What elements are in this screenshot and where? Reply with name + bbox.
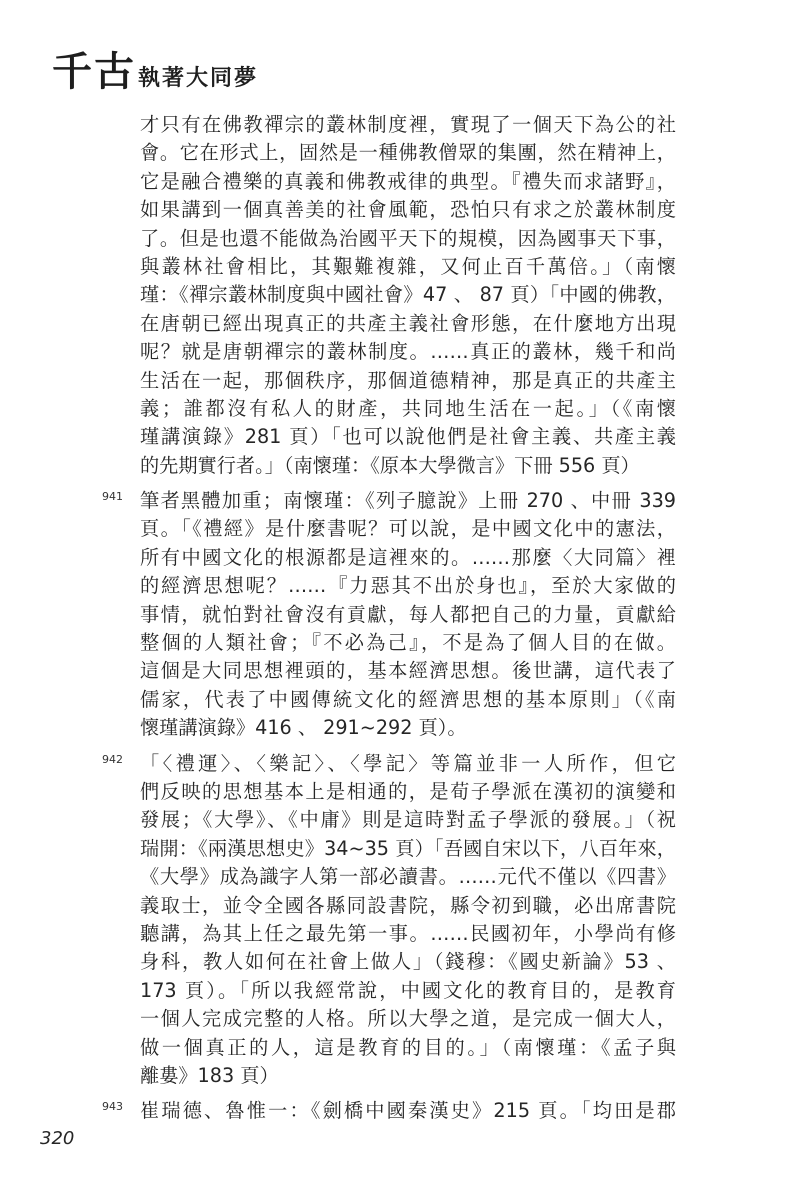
page-number: 320 [40,1128,75,1149]
footnote-942 [102,750,676,1091]
running-head-title: 千古 [52,48,136,95]
footnote-number: 941 [102,490,123,504]
text-line: 一個人完成完整的人格。所以大學之道，是完成一個大人， [140,1007,676,1031]
text-line: 聽講，為其上任之最先第一事。……民國初年，小學尚有修 [140,921,676,945]
footnote-continuation [140,111,676,480]
text-line: 做一個真正的人，這是教育的目的。」（南懷瑾：《孟子與 [140,1035,676,1059]
text-line: 它是融合禮樂的真義和佛教戒律的典型。『禮失而求諸野』， [140,169,676,193]
text-line: 發展；《大學》、《中庸》則是這時對孟子學派的發展。」（祝 [140,808,676,832]
text-line: 瑾：《禪宗叢林制度與中國社會》47 、 87 頁）「中國的佛教， [140,283,676,307]
text-line: 筆者黑體加重；南懷瑾：《列子臆說》上冊 270 、中冊 339 [140,489,676,513]
text-line: 才只有在佛教禪宗的叢林制度裡，實現了一個天下為公的社 [140,113,676,136]
text-line: 義取士，並令全國各縣同設書院，縣令初到職，必出席書院 [140,893,676,917]
footnote-text-block [102,111,676,1126]
running-head-subtitle: 執著大同夢 [138,65,259,91]
text-line: 了。但是也還不能做為治國平天下的規模，因為國事天下事， [140,226,676,250]
text-line: 事情，就怕對社會沒有貢獻，每人都把自己的力量，貢獻給 [140,602,676,626]
text-line: 如果講到一個真善美的社會風範，恐怕只有求之於叢林制度 [140,198,676,222]
text-line: 的經濟思想呢？……『力惡其不出於身也』，至於大家做的 [140,574,676,598]
text-line: 173 頁）。「所以我經常說，中國文化的教育目的，是教育 [140,978,676,1002]
text-line: 生活在一起，那個秩序，那個道德精神，那是真正的共產主 [140,368,676,392]
text-line: 頁。「《禮經》是什麼書呢？可以說，是中國文化中的憲法， [140,517,676,541]
text-line: 的先期實行者。」（南懷瑾：《原本大學微言》下冊 556 頁） [140,453,640,477]
running-head [52,40,259,95]
text-line: 會。它在形式上，固然是一種佛教僧眾的集團，然在精神上， [140,141,676,165]
footnote-941 [102,487,676,743]
text-line: 瑞開：《兩漢思想史》34~35 頁）「吾國自宋以下，八百年來， [140,836,676,860]
text-line: 崔瑞德、魯惟一：《劍橋中國秦漢史》215 頁。「均田是郡 [140,1099,676,1123]
text-line: 懷瑾講演錄》416 、 291~292 頁）。 [140,716,467,740]
text-line: 瑾講演錄》281 頁）「也可以說他們是社會主義、共產主義 [140,425,676,449]
text-line: 所有中國文化的根源都是這裡來的。……那麼〈大同篇〉裡 [140,545,676,569]
text-line: 義；誰都沒有私人的財產，共同地生活在一起。」（《南懷 [140,396,676,420]
text-line: 與叢林社會相比，其艱難複雜，又何止百千萬倍。」（南懷 [140,254,676,278]
text-line: 離婁》183 頁） [140,1063,279,1087]
footnote-number: 942 [102,752,123,766]
text-line: 《大學》成為識字人第一部必讀書。……元代不僅以《四書》 [140,865,676,889]
text-line: 這個是大同思想裡頭的，基本經濟思想。後世講，這代表了 [140,659,676,683]
text-line: 整個的人類社會；『不必為己』，不是為了個人目的在做。 [140,631,676,655]
text-line: 呢？就是唐朝禪宗的叢林制度。……真正的叢林，幾千和尚 [140,340,676,364]
footnote-number: 943 [102,1100,123,1114]
text-line: 在唐朝已經出現真正的共產主義社會形態，在什麼地方出現 [140,311,676,335]
text-line: 身科，教人如何在社會上做人」（錢穆：《國史新論》53 、 [140,950,676,974]
footnote-943 [102,1097,676,1125]
text-line: 儒家，代表了中國傳統文化的經濟思想的基本原則」（《南 [140,687,676,711]
text-line: 「〈禮運〉、〈樂記〉、〈學記〉等篇並非一人所作，但它 [140,751,676,775]
text-line: 們反映的思想基本上是相通的，是荀子學派在漢初的演變和 [140,779,676,803]
